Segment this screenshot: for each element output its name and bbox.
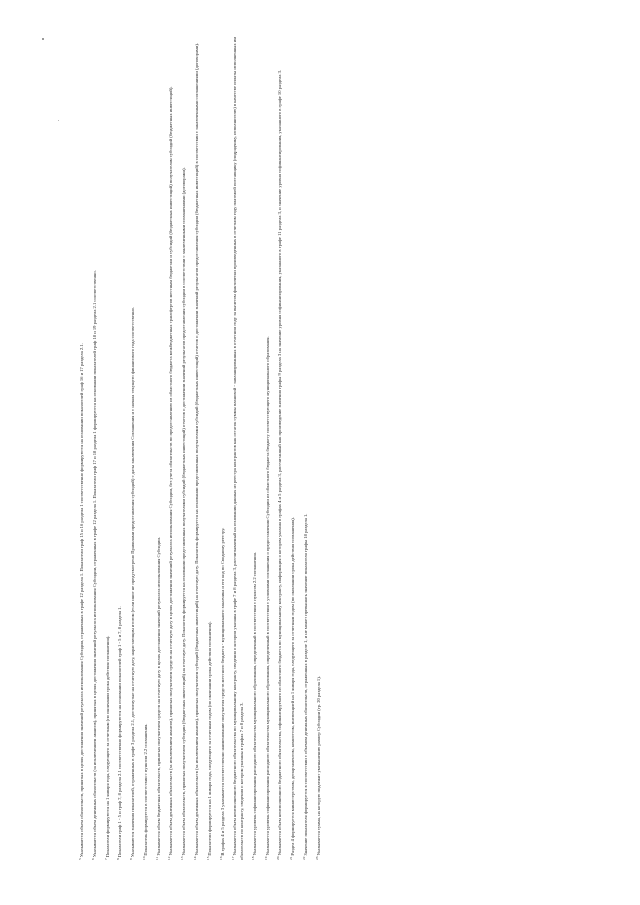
- rotated-content: [77, 25, 517, 860]
- footnote-text: Указывается объем денежных обязательств (за исключением авансов), принятых в целях достижения значений результата использования Субсидии, отраженных в графе 12 раздела 1. Показатели граф 17 и 18 раздела 1 формируются на основании показателей граф 18 и 19 раздела 2.1 соответственно.: [91, 270, 97, 858]
- footnote-text: Показатели формируются на 1 января года, следующего за отчетным (по окончании срока действия соглашения).: [104, 635, 110, 858]
- footnote: [230, 25, 245, 860]
- footnote-number: 7: [103, 858, 108, 860]
- footnote: [301, 25, 310, 860]
- footnote: [205, 25, 214, 860]
- footnote-number: 23: [314, 856, 319, 860]
- footnote-number: 14: [193, 856, 198, 860]
- footnote-number: 12: [167, 856, 172, 860]
- footnote-text: Указывается объем обязательств, принятых получателем субсидии (бюджетных инвестиций) на отчетную дату. Показатель формируется на основании представленных получателями субсидий (бюджетных инвестиций) отчетов о достижении значений результатов предоставления субсидии в соответствии с заключенными соглашениями (договорами).: [181, 167, 187, 856]
- footnote-number: 18: [250, 856, 255, 860]
- footnote-number: 15: [205, 856, 210, 860]
- footnote-text: В графах 4 и 5 раздела 3 указывается соответственно наименование получателя средств местного бюджета - муниципального заказчика и его код по Сводному реестру.: [219, 527, 225, 856]
- footnote-number: 5: [78, 858, 82, 860]
- footnote-number: 10: [141, 856, 146, 860]
- footnote-number: 11: [154, 856, 159, 860]
- scan-speck: [58, 120, 59, 121]
- footnote-text: Раздел 4 формируется министерством, департаментом, комитетом, инспекцией на 1 января года, следующего за отчетным годом (по окончании срока действия соглашения).: [290, 517, 296, 856]
- footnote-number: 16: [218, 856, 223, 860]
- footnote-number: 8: [116, 858, 121, 860]
- footnotes-list: [77, 25, 322, 860]
- scan-speck: [42, 38, 44, 40]
- footnote-text: Указывается объем денежных обязательств (за исключением авансов), принятых получателем средств на отчетную дату в целях достижения значений результата использования Субсидии, без учета обязательств по предоставлению из областного бюджета межбюджетных трансфертов местным бюджетам и субсидий (бюджетных инвестиций) получателям субсидий (бюджетных инвестиций).: [168, 86, 174, 856]
- footnote-number: 22: [301, 856, 306, 860]
- footnote-text: Показатели граф 1 - 5 и граф 7, 8 раздела 2.1 соответственно формируются на основании показателей граф 1 - 5 и 7, 8 раздела 1.: [117, 606, 123, 858]
- footnote: [275, 25, 284, 860]
- footnote: [179, 25, 188, 860]
- footnote-text: Показатель формируется в соответствии с пунктом 2.2 соглашения.: [142, 723, 148, 856]
- footnote: [250, 25, 259, 860]
- footnote: [115, 25, 124, 860]
- footnote: [192, 25, 201, 860]
- footnote: [218, 25, 227, 860]
- footnote-number: 21: [289, 856, 294, 860]
- footnote-number: 9: [129, 858, 134, 860]
- footnote-text: Указывается объем денежных обязательств (за исключением авансов), принятых получателем субсидий (бюджетных инвестиций) на отчетную дату. Показатель формируется на основании представленных получателями субсидий (бюджетных инвестиций) отчетов о достижении значений результатов предоставления субсидии (бюджетных инвестиций) в соответствии с заключенными соглашениями (договорами).: [194, 42, 200, 856]
- footnote-number: 20: [276, 856, 281, 860]
- footnote-text: Указывается объем обязательств, принятых в целях достижения значений результата использования Субсидии, отраженных в графе 12 раздела 1. Показатели граф 15 и 16 раздела 1 соответственно формируются на основании показателей граф 16 и 17 раздела 2.1.: [79, 343, 84, 858]
- footnote: [288, 25, 297, 860]
- footnote-text: Указывается объем неисполненного бюджетного обязательства по муниципальному контракту, сведения о котором указаны в графе 7 и 8 раздела 3, рассчитываемый на основании данных из реестра контрактов как остаток суммы плановой - запланированных в отчетном году за вычетом фактически произведенных в отчетном году платежей поставщику (подрядчику, исполнителю) в качестве оплаты исполненных им обязательств по контракту, сведения о котором указаны в графах 7 и 8 раздела 3.: [232, 36, 244, 860]
- footnote: [314, 25, 323, 860]
- footnote: [103, 25, 112, 860]
- footnote-text: Значение показателя формируется в соответствии с объемом денежных обязательств, отраженных в разделе 1, и не может превышать значение показателя графы 18 раздела 1.: [302, 513, 308, 856]
- footnote-number: 13: [180, 856, 185, 860]
- footnote: [77, 25, 86, 860]
- footnote-text: Указываются значения показателей, отраженных в графе 3 раздела 2.1, достигнутые на отчетную дату, нарастающим итогом (если иное не предусмотрено Правилами предоставления субсидий) с даты заключения Соглашения и с начала текущего финансового года соответственно.: [130, 306, 136, 858]
- footnote-number: 6: [90, 858, 95, 860]
- footnote-text: Указывается уровень софинансирования расходного обязательства муниципального образования, определенный в соответствии с пунктом 2.2 соглашения.: [251, 552, 257, 856]
- footnote-number: 19: [263, 856, 268, 860]
- footnote: [154, 25, 163, 860]
- footnote: [166, 25, 175, 860]
- footnote-text: Указывается объем бюджетных обязательств, принятых получателем средств на отчетную дату в целях достижения значений результата использования Субсидии.: [155, 537, 161, 856]
- footnote-text: Указывается объем неисполненного бюджетного обязательства, софинансируемого из областного бюджета по муниципальному контракту, информация о котором указана в графах 4 и 5 раздела 3, рассчитанный как произведение значения графы 9 раздела 3 на значение уровня софинансирования, указанного в графе 11 раздела 3, и значение уровня софинансирования, указанного в графе 10 раздела 3.: [277, 69, 283, 856]
- footnote: [90, 25, 99, 860]
- footnote: [263, 25, 272, 860]
- footnote-number: 17: [231, 856, 236, 860]
- footnote-text: Указывается уровень софинансирования расходного обязательства муниципального образования, определенный в соответствии с условиями соглашения о предоставлении Субсидии из областного бюджета бюджету соответствующего муниципального образования.: [264, 336, 270, 856]
- footnote-text: Показатели формируются на 1 января года, следующего за отчетным годом (по окончании срока действия соглашения).: [206, 621, 212, 856]
- footnote: [141, 25, 150, 860]
- footnote: [128, 25, 137, 860]
- footnote-text: Указывается сумма, на которую подлежит уменьшению размер Субсидии (гр. 20 раздела 1).: [315, 676, 321, 856]
